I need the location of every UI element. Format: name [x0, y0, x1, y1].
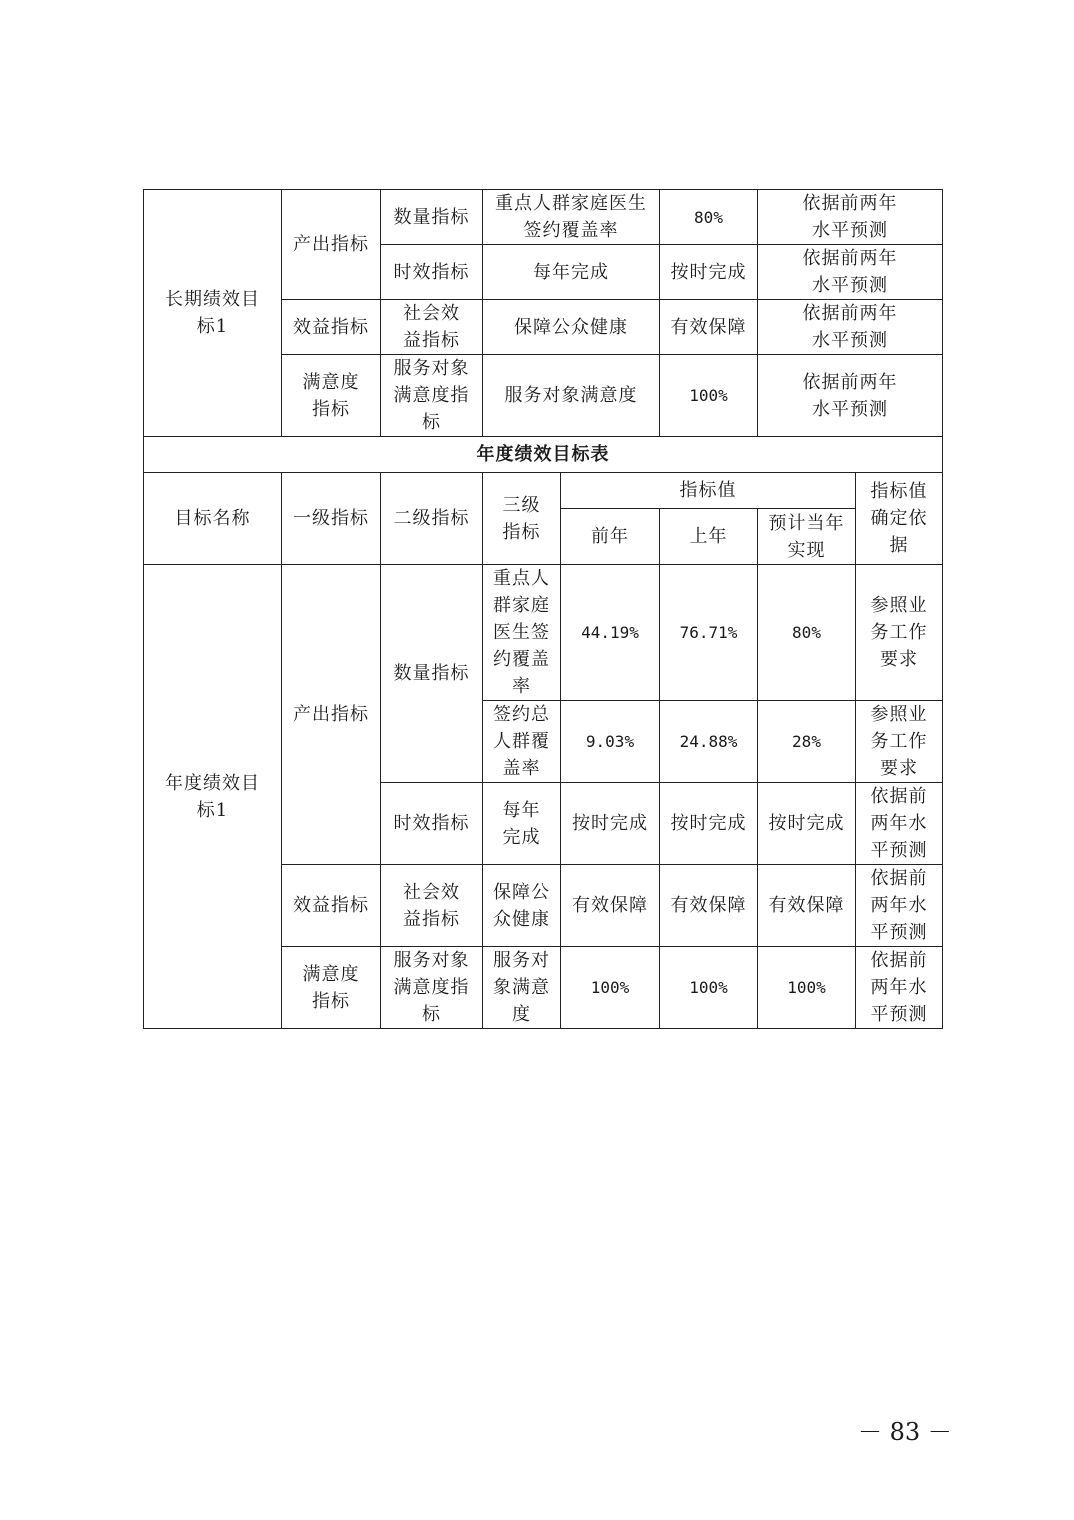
annual-row-5-prev: 100%: [561, 947, 660, 1029]
annual-row-5-expected: 100%: [758, 947, 856, 1029]
header-value: 指标值: [561, 473, 856, 509]
long-term-satisfaction-sub: 服务对象满意度指标: [381, 355, 483, 437]
long-term-social-basis: 依据前两年水平预测: [758, 300, 943, 355]
annual-row-1-expected: 80%: [758, 565, 856, 701]
annual-section-title: 年度绩效目标表: [144, 437, 943, 473]
long-term-social-label: 社会效益指标: [381, 300, 483, 355]
annual-social-label: 社会效益指标: [381, 865, 483, 947]
header-prev-year: 前年: [561, 509, 660, 565]
annual-row-2-basis: 参照业务工作要求: [856, 701, 943, 783]
annual-row-3-last: 按时完成: [660, 783, 758, 865]
annual-row-5-basis: 依据前两年水平预测: [856, 947, 943, 1029]
annual-row-2-prev: 9.03%: [561, 701, 660, 783]
annual-row-4-expected: 有效保障: [758, 865, 856, 947]
long-term-quantity-basis: 依据前两年水平预测: [758, 190, 943, 245]
annual-row-2-item: 签约总人群覆盖率: [483, 701, 561, 783]
annual-row-4-basis: 依据前两年水平预测: [856, 865, 943, 947]
annual-output-label: 产出指标: [282, 565, 381, 865]
header-goal-name: 目标名称: [144, 473, 282, 565]
annual-quantity-label: 数量指标: [381, 565, 483, 783]
annual-row-5-last: 100%: [660, 947, 758, 1029]
annual-row-3-expected: 按时完成: [758, 783, 856, 865]
annual-row-4-item: 保障公众健康: [483, 865, 561, 947]
page-number: － 83 －: [858, 1418, 952, 1446]
long-term-social-value: 有效保障: [660, 300, 758, 355]
header-basis: 指标值确定依据: [856, 473, 943, 565]
annual-benefit-label: 效益指标: [282, 865, 381, 947]
long-term-benefit-label: 效益指标: [282, 300, 381, 355]
annual-satisfaction-label: 满意度指标: [282, 947, 381, 1029]
annual-row-4-prev: 有效保障: [561, 865, 660, 947]
header-last-year: 上年: [660, 509, 758, 565]
header-level2: 二级指标: [381, 473, 483, 565]
long-term-social-item: 保障公众健康: [483, 300, 660, 355]
annual-row-2-last: 24.88%: [660, 701, 758, 783]
long-term-timeliness-basis: 依据前两年水平预测: [758, 245, 943, 300]
long-term-timeliness-label: 时效指标: [381, 245, 483, 300]
long-term-timeliness-value: 按时完成: [660, 245, 758, 300]
long-term-quantity-value: 80%: [660, 190, 758, 245]
header-level1: 一级指标: [282, 473, 381, 565]
long-term-output-label: 产出指标: [282, 190, 381, 300]
annual-satisfaction-sub: 服务对象满意度指标: [381, 947, 483, 1029]
annual-row-2-expected: 28%: [758, 701, 856, 783]
long-term-satisfaction-basis: 依据前两年水平预测: [758, 355, 943, 437]
annual-row-5-item: 服务对象满意度: [483, 947, 561, 1029]
annual-row-1-item: 重点人群家庭医生签约覆盖率: [483, 565, 561, 701]
long-term-goal-name: 长期绩效目标1: [144, 190, 282, 437]
long-term-quantity-item: 重点人群家庭医生签约覆盖率: [483, 190, 660, 245]
long-term-quantity-label: 数量指标: [381, 190, 483, 245]
annual-goal-name: 年度绩效目标1: [144, 565, 282, 1029]
annual-row-3-item: 每年完成: [483, 783, 561, 865]
annual-row-1-basis: 参照业务工作要求: [856, 565, 943, 701]
annual-row-3-basis: 依据前两年水平预测: [856, 783, 943, 865]
long-term-satisfaction-value: 100%: [660, 355, 758, 437]
annual-row-3-prev: 按时完成: [561, 783, 660, 865]
annual-row-1-prev: 44.19%: [561, 565, 660, 701]
performance-table: [143, 189, 943, 1029]
annual-row-1-last: 76.71%: [660, 565, 758, 701]
header-level3: 三级指标: [483, 473, 561, 565]
annual-row-4-last: 有效保障: [660, 865, 758, 947]
long-term-satisfaction-label: 满意度指标: [282, 355, 381, 437]
long-term-satisfaction-item: 服务对象满意度: [483, 355, 660, 437]
annual-timeliness-label: 时效指标: [381, 783, 483, 865]
long-term-timeliness-item: 每年完成: [483, 245, 660, 300]
header-expected: 预计当年实现: [758, 509, 856, 565]
